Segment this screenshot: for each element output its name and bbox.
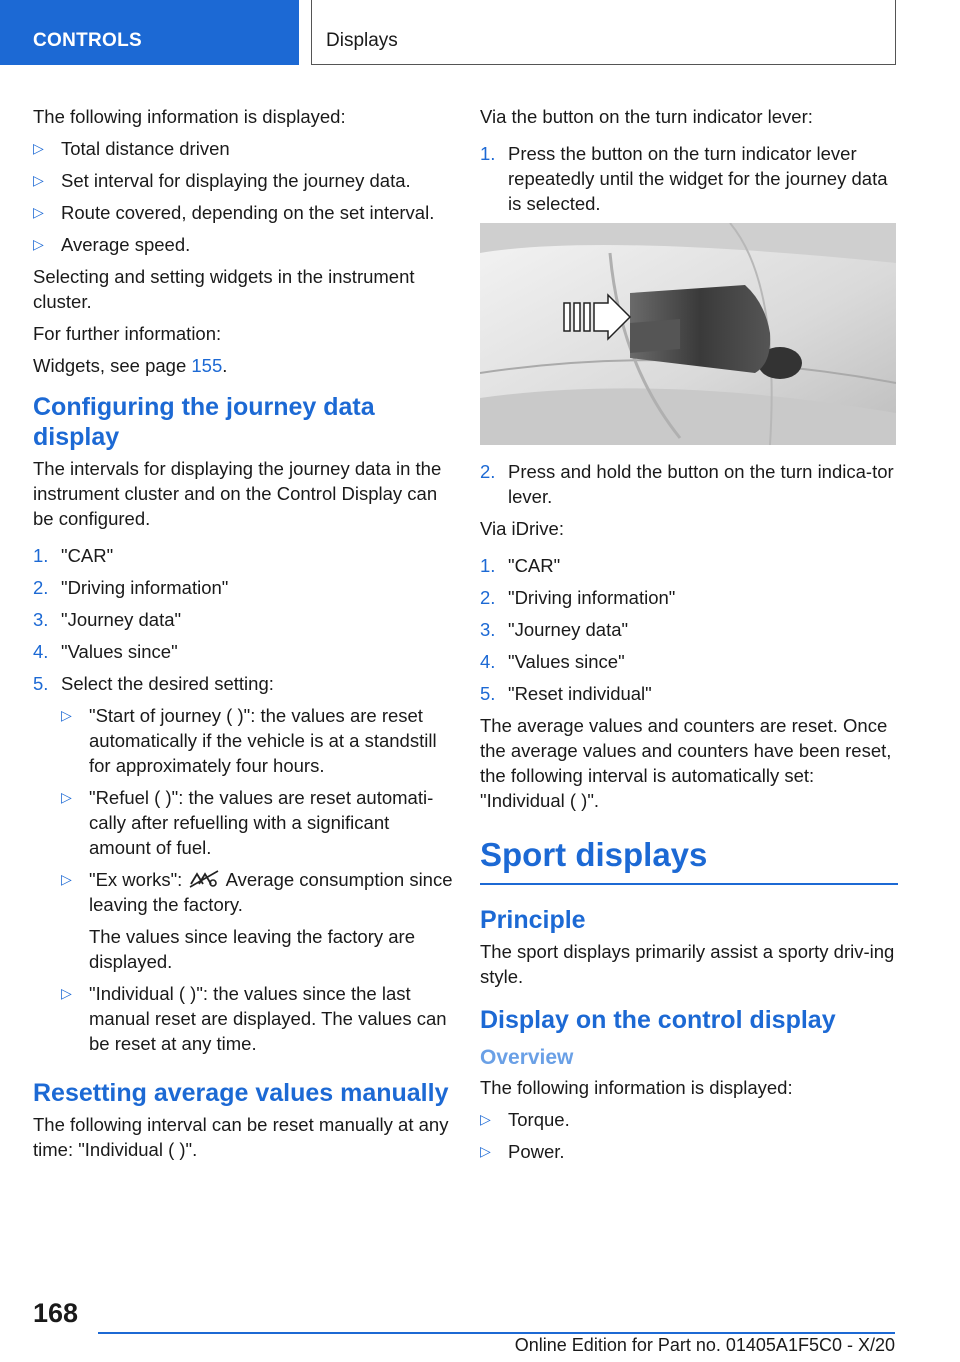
overview-item: ▷ Torque.	[480, 1109, 570, 1130]
idrive-step: 4. "Values since"	[480, 651, 625, 672]
setting-option: ▷ "Start of journey ( )": the values are reset automatically if the vehicle is at a standstill for approximately four hours.	[61, 705, 437, 776]
turn-indicator-lever-illustration	[480, 223, 896, 445]
triangle-right-icon: ▷	[33, 172, 44, 188]
triangle-right-icon: ▷	[480, 1143, 491, 1159]
setting-option: ▷ "Ex works": Average consumption since leaving the factory.	[61, 869, 453, 915]
info-item: ▷ Total distance driven	[33, 138, 230, 159]
heading-overview: Overview	[480, 1046, 574, 1069]
config-step: 1. "CAR"	[33, 545, 114, 566]
info-item: ▷ Set interval for displaying the journey data.	[33, 170, 411, 191]
widgets-ref: Widgets, see page 155.	[33, 355, 228, 376]
via-button-text: Via the button on the turn indicator lever:	[480, 106, 813, 127]
config-step: 5. Select the desired setting:	[33, 673, 274, 694]
footer-edition: Online Edition for Part no. 01405A1F5C0 - X/20	[514, 1335, 895, 1355]
via-idrive-text: Via iDrive:	[480, 518, 564, 539]
idrive-step: 5. "Reset individual"	[480, 683, 652, 704]
triangle-right-icon: ▷	[61, 985, 72, 1001]
left-column	[33, 104, 453, 1169]
config-text: The intervals for displaying the journey data in the instrument cluster and on the Control Display can be configured.	[33, 458, 442, 529]
idrive-step: 3. "Journey data"	[480, 619, 629, 640]
idrive-step: 1. "CAR"	[480, 555, 561, 576]
further-info-para: For further information:	[33, 323, 222, 344]
triangle-right-icon: ▷	[61, 871, 72, 887]
heading-resetting: Resetting average values manually	[33, 1079, 449, 1107]
triangle-right-icon: ▷	[33, 204, 44, 220]
fuel-drop-crossed-icon	[187, 869, 221, 889]
heading-sport-displays: Sport displays	[480, 835, 898, 885]
lever-illustration-svg	[480, 223, 896, 445]
header-chapter-tab	[311, 0, 896, 65]
right-column	[480, 104, 898, 1171]
setting-option: ▷ "Individual ( )": the values since the last manual reset are displayed. The values can be reset at any time.	[61, 983, 447, 1054]
header-section-tab	[0, 0, 299, 65]
config-step: 2. "Driving information"	[33, 577, 229, 598]
triangle-right-icon: ▷	[33, 140, 44, 156]
widgets-para: Selecting and setting widgets in the instrument cluster.	[33, 266, 415, 312]
setting-option: ▷ "Refuel ( )": the values are reset automati‐cally after refuelling with a significant amount of fuel.	[61, 787, 434, 858]
button-step: 1. Press the button on the turn indicator lever repeatedly until the widget for the journey data is selected.	[480, 143, 888, 214]
heading-principle: Principle	[480, 906, 586, 934]
reset-text: The following interval can be reset manually at any time: "Individual ( )".	[33, 1114, 449, 1160]
info-item: ▷ Average speed.	[33, 234, 191, 255]
button-step: 2. Press and hold the button on the turn indica‐tor lever.	[480, 461, 894, 507]
header-section-label: CONTROLS	[33, 30, 143, 51]
page-link[interactable]: 155	[191, 355, 223, 376]
info-item: ▷ Route covered, depending on the set interval.	[33, 202, 435, 223]
heading-display-control: Display on the control display	[480, 1006, 836, 1034]
reset-para: The average values and counters are reset. Once the average values and counters have been reset, the following interval is automatically set: "Individual ( )".	[480, 715, 892, 811]
triangle-right-icon: ▷	[480, 1111, 491, 1127]
config-step: 4. "Values since"	[33, 641, 178, 662]
triangle-right-icon: ▷	[61, 789, 72, 805]
overview-text: The following information is displayed:	[480, 1077, 793, 1098]
heading-configuring: Configuring the journey data display	[33, 393, 375, 451]
triangle-right-icon: ▷	[61, 707, 72, 723]
overview-item: ▷ Power.	[480, 1141, 565, 1162]
footer-rule	[98, 1332, 895, 1334]
page-number: 168	[33, 1298, 79, 1328]
setting-option-note: The values since leaving the factory are displayed.	[89, 926, 415, 972]
header-chapter-label: Displays	[326, 30, 398, 51]
idrive-step: 2. "Driving information"	[480, 587, 676, 608]
triangle-right-icon: ▷	[33, 236, 44, 252]
config-step: 3. "Journey data"	[33, 609, 182, 630]
intro-text: The following information is displayed:	[33, 106, 346, 127]
principle-text: The sport displays primarily assist a sporty driv‐ing style.	[480, 941, 895, 987]
